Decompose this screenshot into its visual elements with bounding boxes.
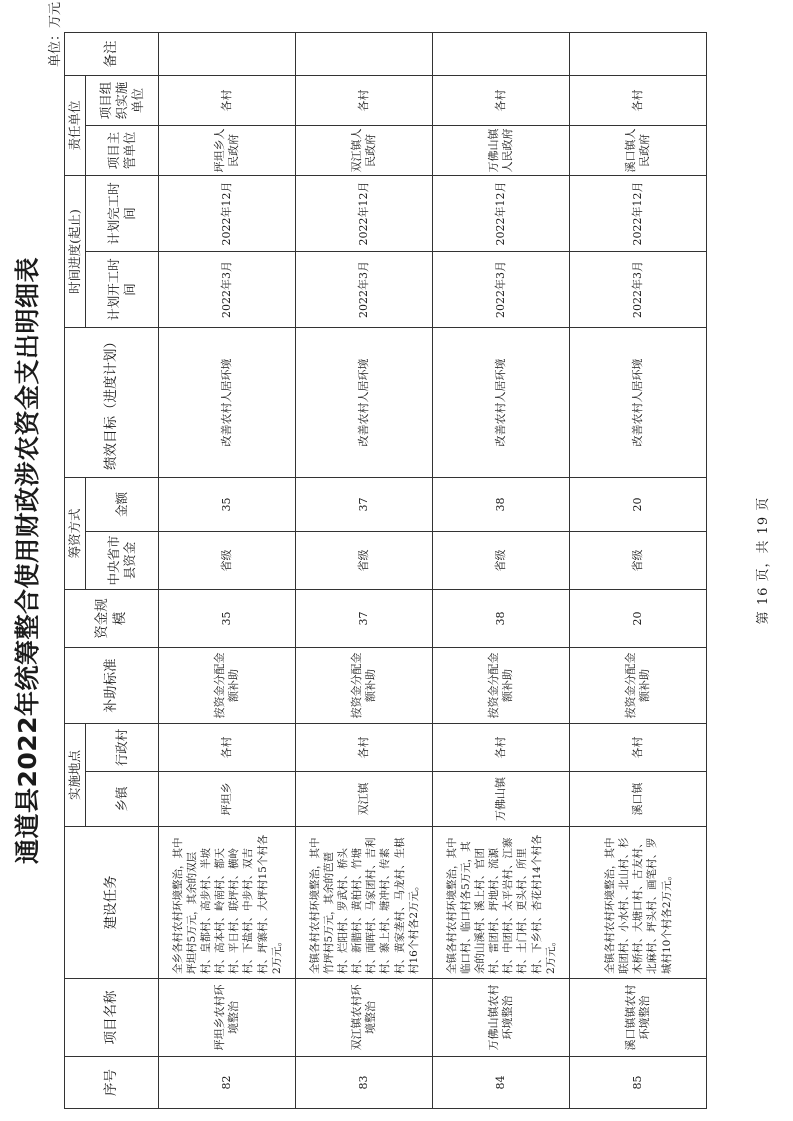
table-row (159, 32, 296, 1108)
cell-town: 万佛山镇 (433, 772, 570, 827)
cell-remark (570, 32, 707, 75)
cell-seq: 82 (159, 1057, 296, 1109)
cell-name: 坪坦乡农村环境整治 (159, 979, 296, 1057)
header-location: 实施地点 (65, 723, 86, 826)
cell-goal: 改善农村人居环境 (433, 327, 570, 477)
cell-goal: 改善农村人居环境 (570, 327, 707, 477)
cell-village: 各村 (296, 723, 433, 771)
cell-task: 全镇各村农村环境整治，其中竹坪村5万元，其余的芭琶村、烂阳村、罗武村、桥头村、新腊村、黄柏村、竹塘村、両晖村、马家团村、吉利村、寨上村、塘冲村、传素村、黄家垄村、马龙村、生棋村16个村各2万元。 (296, 827, 433, 979)
cell-resp-impl: 各村 (570, 75, 707, 125)
cell-name: 万佛山镇农村环境整治 (433, 979, 570, 1057)
cell-seq: 85 (570, 1057, 707, 1109)
header-start: 计划开工时间 (86, 251, 159, 327)
cell-amount: 37 (296, 477, 433, 531)
header-resp-manage: 项目主管单位 (86, 125, 159, 175)
cell-task: 全镇各村农村环境整治，其中临口村、临口村各5万元，其余的山溪村、溪上村、官团村、雷团村、坪地村、流源村、中团村、太平岩村、江寨村、土门村、更头村、所里村、下乡村、杏花村14个村各2万元。 (433, 827, 570, 979)
header-task: 建设任务 (65, 827, 159, 979)
header-schedule: 时间进度(起止) (65, 175, 86, 327)
cell-remark (296, 32, 433, 75)
cell-scale: 20 (570, 589, 707, 647)
header-remark: 备注 (65, 32, 159, 75)
cell-end: 2022年12月 (433, 175, 570, 251)
cell-subsidy: 按资金分配金额补助 (296, 647, 433, 723)
header-amount: 金额 (86, 477, 159, 531)
cell-town: 双江镇 (296, 772, 433, 827)
header-goal: 绩效目标（进度计划） (65, 327, 159, 477)
cell-start: 2022年3月 (159, 251, 296, 327)
cell-start: 2022年3月 (433, 251, 570, 327)
cell-source: 省级 (159, 531, 296, 589)
page-title: 通道县2022年统筹整合使用财政涉农资金支出明细表 (13, 256, 42, 865)
header-subsidy: 补助标准 (65, 647, 159, 723)
cell-resp-impl: 各村 (296, 75, 433, 125)
header-source: 中央省市县资金 (86, 531, 159, 589)
cell-seq: 84 (433, 1057, 570, 1109)
cell-end: 2022年12月 (570, 175, 707, 251)
header-village: 行政村 (86, 723, 159, 771)
cell-town: 溪口镇 (570, 772, 707, 827)
cell-name: 双江镇农村环境整治 (296, 979, 433, 1057)
cell-scale: 35 (159, 589, 296, 647)
header-resp-impl: 项目组织实施单位 (86, 75, 159, 125)
cell-source: 省级 (296, 531, 433, 589)
header-resp: 责任单位 (65, 75, 86, 175)
cell-task: 全镇各村农村环境整治，其中联团村、小水村、北山村、杉木桥村、大塘口村、古友村、北麻村、坪头村、画笔村、罗城村10个村各2万元。 (570, 827, 707, 979)
cell-resp-manage: 坪坦乡人民政府 (159, 125, 296, 175)
cell-village: 各村 (570, 723, 707, 771)
cell-amount: 38 (433, 477, 570, 531)
cell-task: 全乡各村农村环境整治，其中坪坦村5万元，其余的双层村、皇都村、高步村、半坡村、高本村、岭南村、都天村、平日村、联坪村、横岭村、下盐村、中步村、双吉村、坪寨村、大坪村15个村各2万元。 (159, 827, 296, 979)
cell-remark (159, 32, 296, 75)
cell-town: 坪坦乡 (159, 772, 296, 827)
header-town: 乡镇 (86, 772, 159, 827)
header-scale: 资金规模 (65, 589, 159, 647)
unit-label: 单位：万元 (48, 2, 63, 68)
cell-scale: 38 (433, 589, 570, 647)
cell-subsidy: 按资金分配金额补助 (433, 647, 570, 723)
cell-start: 2022年3月 (570, 251, 707, 327)
cell-end: 2022年12月 (296, 175, 433, 251)
cell-subsidy: 按资金分配金额补助 (570, 647, 707, 723)
header-name: 项目名称 (65, 979, 159, 1057)
cell-resp-impl: 各村 (433, 75, 570, 125)
cell-source: 省级 (433, 531, 570, 589)
cell-village: 各村 (433, 723, 570, 771)
cell-remark (433, 32, 570, 75)
cell-scale: 37 (296, 589, 433, 647)
cell-resp-manage: 万佛山镇人民政府 (433, 125, 570, 175)
table-row (570, 32, 707, 1108)
cell-amount: 20 (570, 477, 707, 531)
cell-resp-manage: 双江镇人民政府 (296, 125, 433, 175)
table-row (433, 32, 570, 1108)
cell-subsidy: 按资金分配金额补助 (159, 647, 296, 723)
cell-name: 溪口镇镇农村环境整治 (570, 979, 707, 1057)
expenditure-table (64, 32, 707, 1109)
cell-village: 各村 (159, 723, 296, 771)
cell-goal: 改善农村人居环境 (159, 327, 296, 477)
cell-resp-manage: 溪口镇人民政府 (570, 125, 707, 175)
cell-start: 2022年3月 (296, 251, 433, 327)
header-seq: 序号 (65, 1057, 159, 1109)
table-row (296, 32, 433, 1108)
cell-amount: 35 (159, 477, 296, 531)
header-funding: 筹资方式 (65, 477, 86, 589)
cell-resp-impl: 各村 (159, 75, 296, 125)
cell-goal: 改善农村人居环境 (296, 327, 433, 477)
header-end: 计划完工时间 (86, 175, 159, 251)
cell-end: 2022年12月 (159, 175, 296, 251)
cell-source: 省级 (570, 531, 707, 589)
page-number: 第 16 页，共 19 页 (756, 496, 771, 625)
cell-seq: 83 (296, 1057, 433, 1109)
